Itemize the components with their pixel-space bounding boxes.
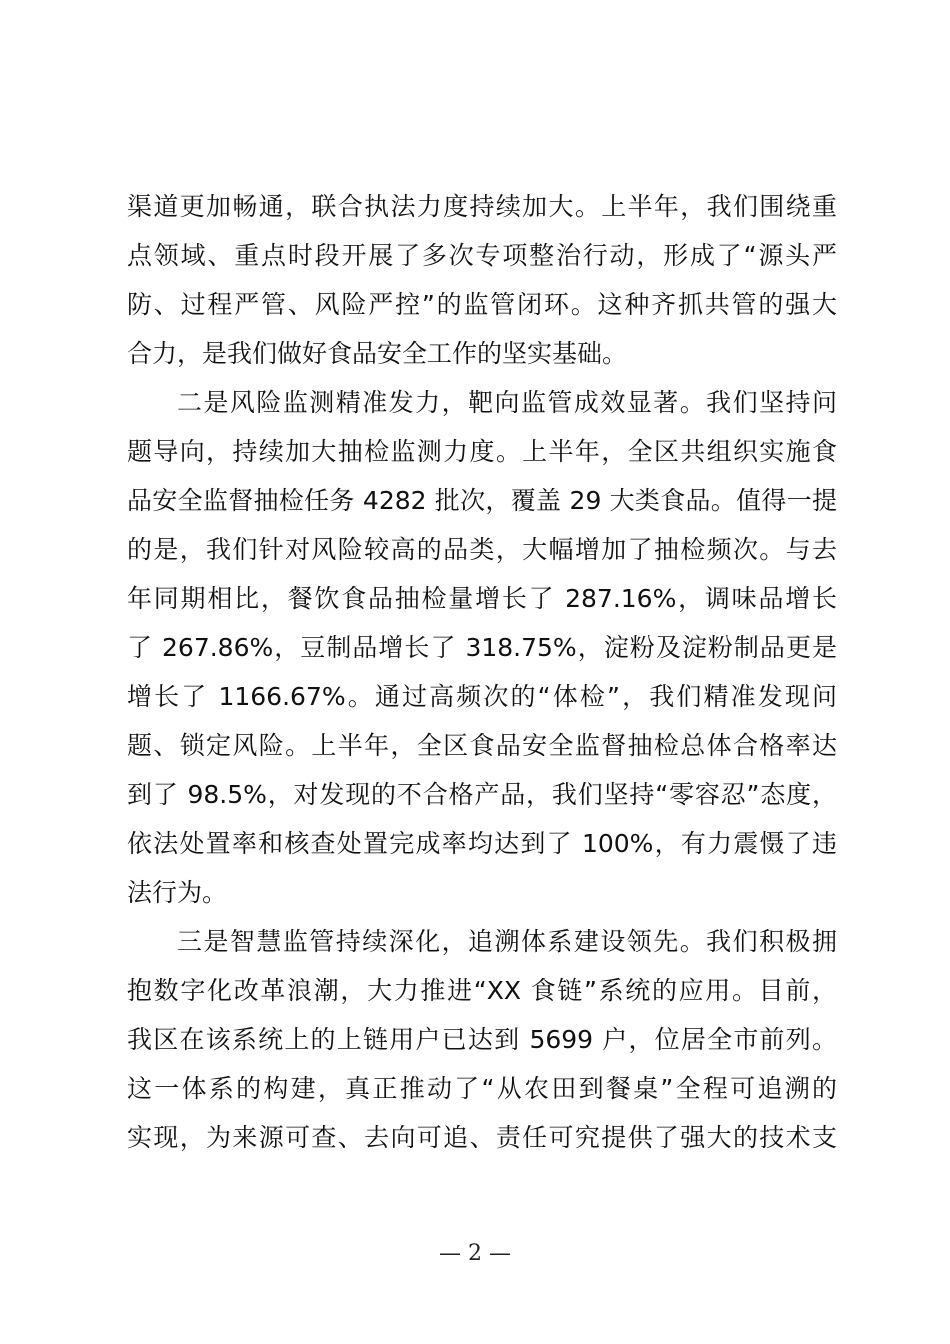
text-line: 抱数字化改革浪潮，大力推进“XX 食链”系统的应用。目前， (127, 976, 837, 1005)
text-line: 渠道更加畅通，联合执法力度持续加大。上半年，我们围绕重 (127, 192, 837, 221)
paragraph-start-line: 二是风险监测精准发力，靶向监管成效显著。我们坚持问 (177, 388, 837, 417)
text-line: 题导向，持续加大抽检监测力度。上半年，全区共组织实施食 (127, 437, 837, 466)
text-line: 我区在该系统上的上链用户已达到 5699 户，位居全市前列。 (127, 1025, 837, 1054)
text-line: 到了 98.5%，对发现的不合格产品，我们坚持“零容忍”态度， (127, 780, 837, 809)
paragraph-start-line: 三是智慧监管持续深化，追溯体系建设领先。我们积极拥 (177, 927, 837, 956)
text-line: 题、锁定风险。上半年，全区食品安全监督抽检总体合格率达 (127, 731, 837, 760)
text-line: 增长了 1166.67%。通过高频次的“体检”，我们精准发现问 (127, 682, 837, 711)
text-line: 了 267.86%，豆制品增长了 318.75%，淀粉及淀粉制品更是 (127, 633, 837, 662)
text-line: 合力，是我们做好食品安全工作的坚实基础。 (127, 339, 628, 368)
text-line: 这一体系的构建，真正推动了“从农田到餐桌”全程可追溯的 (127, 1074, 837, 1103)
text-line: 品安全监督抽检任务 4282 批次，覆盖 29 大类食品。值得一提 (127, 486, 837, 515)
body-text (127, 182, 837, 1162)
text-line: 的是，我们针对风险较高的品类，大幅增加了抽检频次。与去 (127, 535, 837, 564)
text-line: 年同期相比，餐饮食品抽检量增长了 287.16%，调味品增长 (127, 584, 837, 613)
text-line: 法行为。 (127, 878, 228, 907)
text-line: 依法处置率和核查处置完成率均达到了 100%，有力震慑了违 (127, 829, 837, 858)
text-line: 点领域、重点时段开展了多次专项整治行动，形成了“源头严 (127, 241, 837, 270)
text-line: 防、过程严管、风险严控”的监管闭环。这种齐抓共管的强大 (127, 290, 837, 319)
text-line: 实现，为来源可查、去向可追、责任可究提供了强大的技术支 (127, 1123, 837, 1152)
page-number: — 2 — (439, 1241, 511, 1266)
